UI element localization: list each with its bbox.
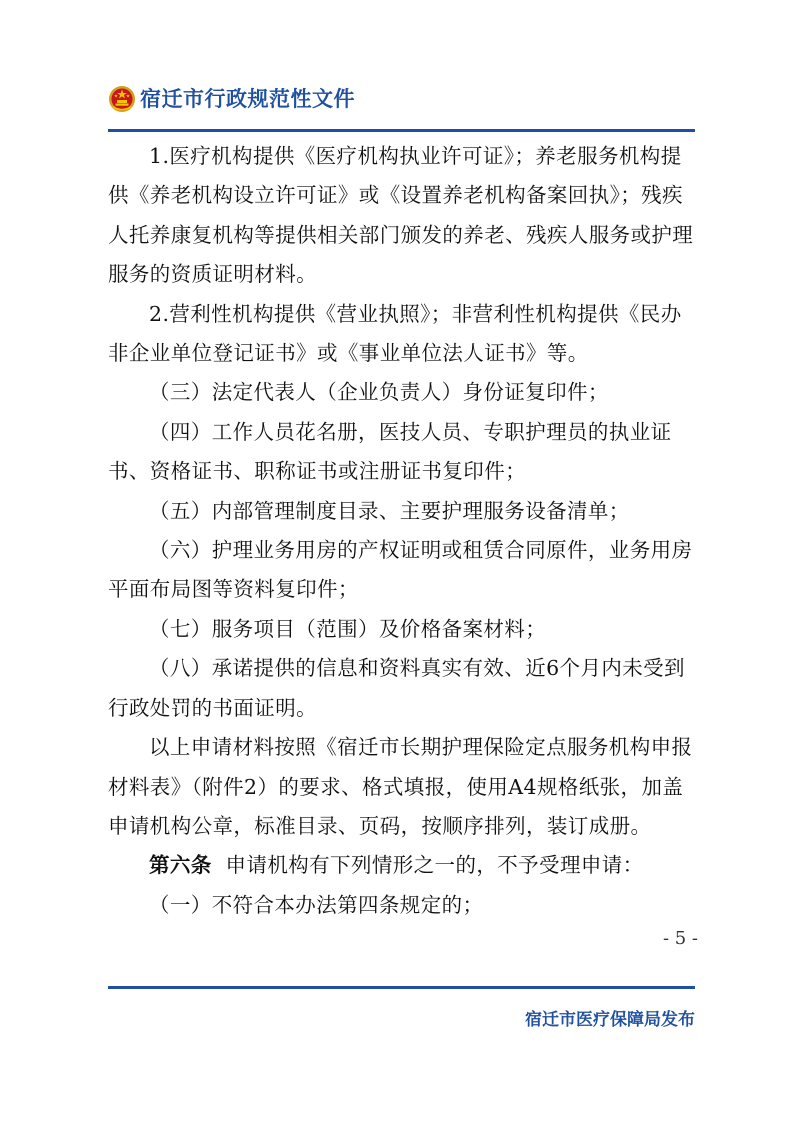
paragraph-materials-format: 以上申请材料按照《宿迁市长期护理保险定点服务机构申报材料表》（附件2）的要求、格式填报，使用A4规格纸张，加盖申请机构公章，标准目录、页码，按顺序排列，装订成册。 — [108, 735, 693, 838]
paragraph-item-4: （四）工作人员花名册，医技人员、专职护理员的执业证书、资格证书、职称证书或注册证书复印件； — [108, 419, 672, 484]
paragraph-medical-institution: 1.医疗机构提供《医疗机构执业许可证》；养老服务机构提供《养老机构设立许可证》或《设置养老机构备案回执》；残疾人托养康复机构等提供相关部门颁发的养老、残疾人服务或护理服务的资质证明材料。 — [108, 144, 694, 287]
paragraph-item-3: （三）法定代表人（企业负责人）身份证复印件； — [149, 380, 609, 405]
document-body — [108, 137, 698, 925]
article-six-text: 申请机构有下列情形之一的，不予受理申请： — [225, 853, 644, 878]
document-header — [108, 83, 698, 123]
footer-publisher: 宿迁市医疗保障局发布 — [525, 1010, 695, 1030]
paragraph-item-6: （六）护理业务用房的产权证明或租赁合同原件，业务用房平面布局图等资料复印件； — [108, 538, 693, 602]
paragraph-item-1: （一）不符合本办法第四条规定的； — [149, 892, 484, 917]
national-emblem-icon — [108, 85, 136, 113]
paragraph-item-5: （五）内部管理制度目录、主要护理服务设备清单； — [149, 498, 630, 523]
article-six — [108, 846, 698, 885]
paragraph-item-7: （七）服务项目（范围）及价格备案材料； — [149, 616, 547, 641]
article-six-number: 第六条 — [149, 853, 212, 878]
page-number: - 5 - — [662, 928, 698, 949]
footer-divider — [108, 986, 695, 989]
header-divider — [108, 129, 695, 132]
paragraph-business-license: 2.营利性机构提供《营业执照》；非营利性机构提供《民办非企业单位登记证书》或《事业单位法人证书》等。 — [108, 301, 682, 366]
header-title: 宿迁市行政规范性文件 — [140, 87, 355, 111]
paragraph-item-8: （八）承诺提供的信息和资料真实有效、近6个月内未受到行政处罚的书面证明。 — [108, 656, 685, 720]
